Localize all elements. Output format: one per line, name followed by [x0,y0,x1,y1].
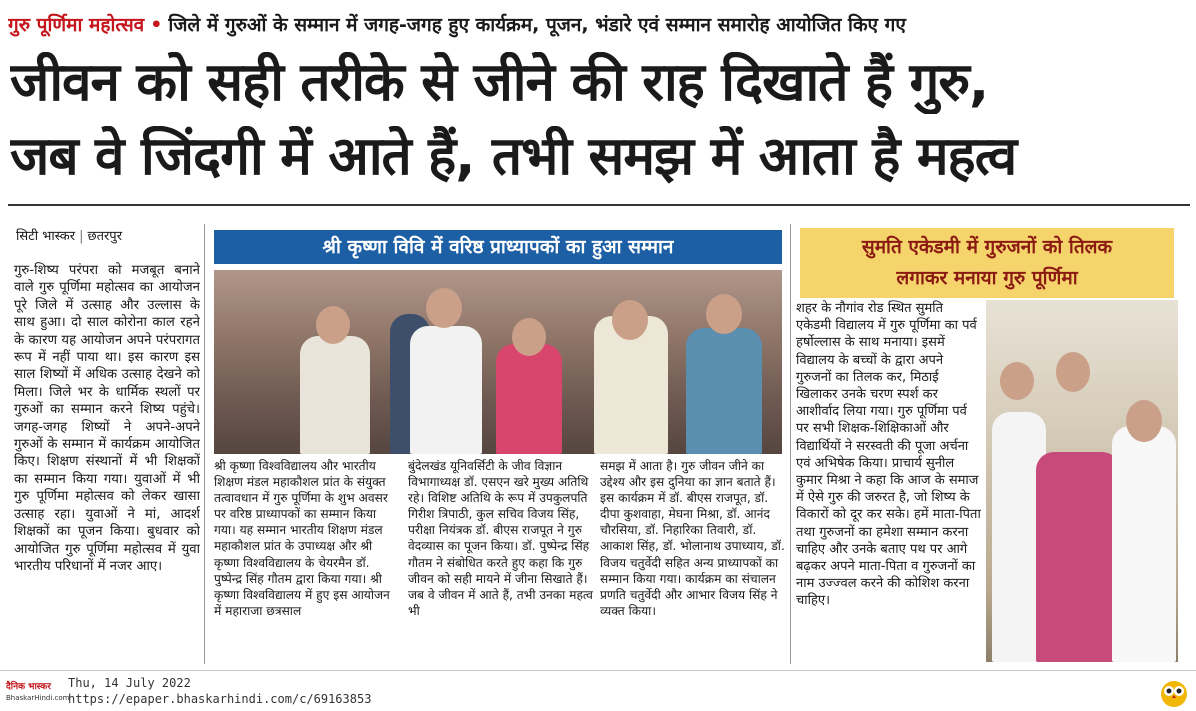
byline-separator: | [79,229,84,244]
byline [16,226,122,244]
photo-head [316,306,350,344]
story2-banner [800,228,1174,298]
photo-figure [300,336,370,454]
main-story-body: गुरु-शिष्य परंपरा को मजबूत बनाने वाले गुरु पूर्णिमा महोत्सव का आयोजन पूरे जिले में उत्साह और उल्लास के साथ हुआ। दो साल कोरोना काल रहने के कारण यह आयोजन अपने परंपरागत रूप में नहीं पाया था। इस कारण इस साल शिष्यों में अधिक उत्साह देखने को मिला। जिले भर के धार्मिक स्थलों पर गुरुओं का सम्मान करने शिष्य पहुंचे। जगह-जगह शिष्यों ने अपने-अपने गुरुओं के सम्मान में कार्यक्रम आयोजित किए। शिक्षण संस्थानों में भी शिक्षकों का सम्मान किया गया। युवाओं में भी गुरु पूर्णिमा महोत्सव को लेकर खासा उत्साह रहा। युवाओं ने मां, आदर्श शिक्षकों का पूजन किया। बुधवार को आयोजित गुरु पूर्णिमा महोत्सव में युवा भारतीय परिधानों में नजर आए। [14,263,200,574]
source-url[interactable]: https://epaper.bhaskarhindi.com/c/69163853 [68,692,372,706]
photo-head [1126,400,1162,442]
story1-banner: श्री कृष्णा विवि में वरिष्ठ प्राध्यापकों का हुआ सम्मान [214,230,782,264]
story2-photo [986,300,1178,662]
brand-logo [6,682,70,706]
section-label: गुरु पूर्णिमा महोत्सव [8,14,145,36]
photo-figure [496,344,562,454]
photo-head [1056,352,1090,392]
column-divider-right [790,224,791,664]
photo-head [612,300,648,340]
photo-figure [410,326,482,454]
kicker-bullet: • [150,14,163,36]
story2-banner-line-1: सुमति एकेडमी में गुरुजनों को तिलक [861,236,1113,258]
column-divider-left [204,224,205,664]
photo-head [1000,362,1034,400]
story2-body: शहर के नौगांव रोड स्थित सुमति एकेडमी विद्यालय में गुरु पूर्णिमा का पर्व हर्षोल्लास के साथ मनाया। इसमें विद्यालय के बच्चों के द्वारा अपने गुरुजनों का तिलक कर, मिठाई खिलाकर उनके चरण स्पर्श कर आशीर्वाद लिया गया। गुरु पूर्णिमा पर्व पर सभी शिक्षक-शिक्षिकाओं और विद्यार्थियों ने सरस्वती की पूजा अर्चना एवं अभिषेक किया। प्राचार्य सुनील कुमार मिश्रा ने कहा कि आज के समाज में ऐसे गुरु की जरुरत है, जो शिष्य के विकारों को दूर कर सके। हमें माता-पिता तथा गुरुजनों का हमेशा सम्मान करना चाहिए और उनके बताए पथ पर आगे बढ़कर अपने माता-पिता व गुरुजनों का नाम उज्ज्वल करने की कोशिश करना चाहिए। [796,301,981,609]
photo-head [512,318,546,356]
photo-figure [686,328,762,454]
story2-banner-line-2: लगाकर मनाया गुरु पूर्णिमा [896,267,1078,289]
publication-date: Thu, 14 July 2022 [68,676,191,690]
headline-divider [8,204,1190,206]
byline-place: छतरपुर [87,229,123,244]
photo-figure [1036,452,1120,662]
story1-photo [214,270,782,454]
headline-line-2: जब वे जिंदगी में आते हैं, तभी समझ में आता है महत्व [10,126,1017,187]
owl-icon [1158,676,1190,708]
brand-logo-subtext: BhaskarHindi.com [6,694,70,702]
story1-column-1: श्री कृष्णा विश्वविद्यालय और भारतीय शिक्षण मंडल महाकौशल प्रांत के संयुक्त तत्वावधान में गुरु पूर्णिमा के शुभ अवसर पर वरिष्ठ प्राध्यापकों का सम्मान किया गया। यह सम्मान भारतीय शिक्षण मंडल महाकौशल प्रांत के उपाध्यक्ष और श्री कृष्णा विश्वविद्यालय के चेयरमैन डॉ. पुष्पेन्द्र सिंह गौतम द्वारा किया गया। श्री कृष्णा विश्वविद्यालय में हुए इस आयोजन में महाराजा छत्रसाल [214,459,390,618]
photo-head [426,288,462,328]
headline-line-1: जीवन को सही तरीके से जीने की राह दिखाते हैं गुरु, [10,52,989,113]
photo-head [706,294,742,334]
footer-divider [0,670,1196,671]
kicker-text: जिले में गुरुओं के सम्मान में जगह-जगह हुए कार्यक्रम, पूजन, भंडारे एवं सम्मान समारोह आयोजित किए गए [168,14,906,36]
story1-column-2: बुंदेलखंड यूनिवर्सिटी के जीव विज्ञान विभागाध्यक्ष डॉ. एसएन खरे मुख्य अतिथि रहे। विशिष्ट अतिथि के रूप में उपकुलपति गिरीश त्रिपाठी, कुल सचिव विजय सिंह, परीक्षा नियंत्रक डॉ. बीएस राजपूत ने गुरु वेदव्यास का पूजन किया। डॉ. पुष्पेन्द्र सिंह गौतम ने संबोधित करते हुए कहा कि गुरु जीवन को सही मायने में जीना सिखाते हैं। जब वे जीवन में आते हैं, तभी उनका महत्व भी [408,459,593,618]
story1-column-3: समझ में आता है। गुरु जीवन जीने का उद्देश्य और इस दुनिया का ज्ञान बताते हैं। इस कार्यक्रम में डॉ. बीएस राजपूत, डॉ. दीपा कुशवाहा, मेघना मिश्रा, डॉ. आनंद चौरसिया, डॉ. निहारिका तिवारी, डॉ. आकाश सिंह, डॉ. भोलानाथ उपाध्याय, डॉ. विजय चतुर्वेदी सहित अन्य प्राध्यापकों का सम्मान किया गया। कार्यक्रम का संचालन प्रणति चतुर्वेदी और आभार विजय सिंह ने व्यक्त किया। [600,459,785,618]
photo-figure [1112,426,1176,662]
byline-author: सिटी भास्कर [16,229,76,244]
brand-logo-text: दैनिक भास्कर [6,682,51,692]
kicker-line [8,8,1188,42]
